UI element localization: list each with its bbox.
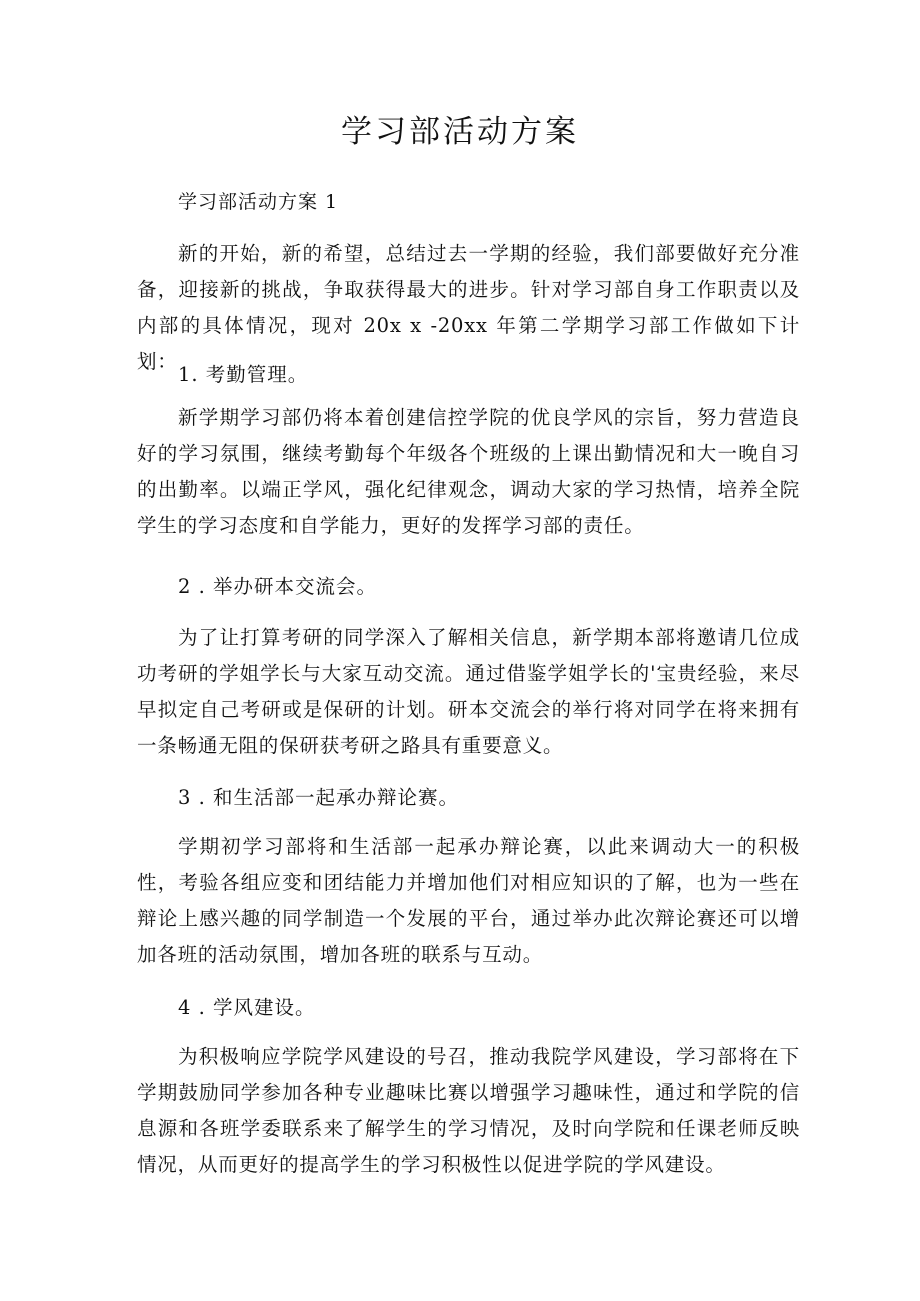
plan-subtitle: 学习部活动方案 1 xyxy=(178,191,339,213)
document-title: 学习部活动方案 xyxy=(341,114,579,150)
section-body-debate: 学期初学习部将和生活部一起承办辩论赛，以此来调动大一的积极性，考验各组应变和团结能力并增加他们对相应知识的了解，也为一些在辩论上感兴趣的同学制造一个发展的平台，通过举办此次辩论赛还可以增加各班的活动氛围，增加各班的联系与互动。 xyxy=(137,835,800,966)
section-heading-attendance: 1. 考勤管理。 xyxy=(178,363,309,386)
section-body-attendance: 新学期学习部仍将本着创建信控学院的优良学风的宗旨，努力营造良好的学习氛围，继续考勤每个年级各个班级的上课出勤情况和大一晚自习的出勤率。以端正学风，强化纪律观念，调动大家的学习热情，培养全院学生的学习态度和自学能力，更好的发挥学习部的责任。 xyxy=(137,406,800,537)
section-heading-study-style: 4 . 学风建设。 xyxy=(178,996,316,1019)
section-heading-exchange-meeting: 2 . 举办研本交流会。 xyxy=(178,575,378,598)
section-heading-debate: 3 . 和生活部一起承办辩论赛。 xyxy=(178,786,460,809)
section-body-study-style: 为积极响应学院学风建设的号召，推动我院学风建设，学习部将在下学期鼓励同学参加各种专业趣味比赛以增强学习趣味性，通过和学院的信息源和各班学委联系来了解学生的学习情况，及时向学院和任课老师反映情况，从而更好的提高学生的学习积极性以促进学院的学风建设。 xyxy=(137,1045,800,1176)
section-body-exchange-meeting: 为了让打算考研的同学深入了解相关信息，新学期本部将邀请几位成功考研的学姐学长与大家互动交流。通过借鉴学姐学长的'宝贵经验，来尽早拟定自己考研或是保研的计划。研本交流会的举行将对同学在将来拥有一条畅通无阻的保研获考研之路具有重要意义。 xyxy=(137,626,800,757)
intro-paragraph: 新的开始，新的希望，总结过去一学期的经验，我们部要做好充分准备，迎接新的挑战，争取获得最大的进步。针对学习部自身工作职责以及内部的具体情况，现对 20x x -20xx 年第二学期学习部工作做如下计划： xyxy=(137,242,800,373)
